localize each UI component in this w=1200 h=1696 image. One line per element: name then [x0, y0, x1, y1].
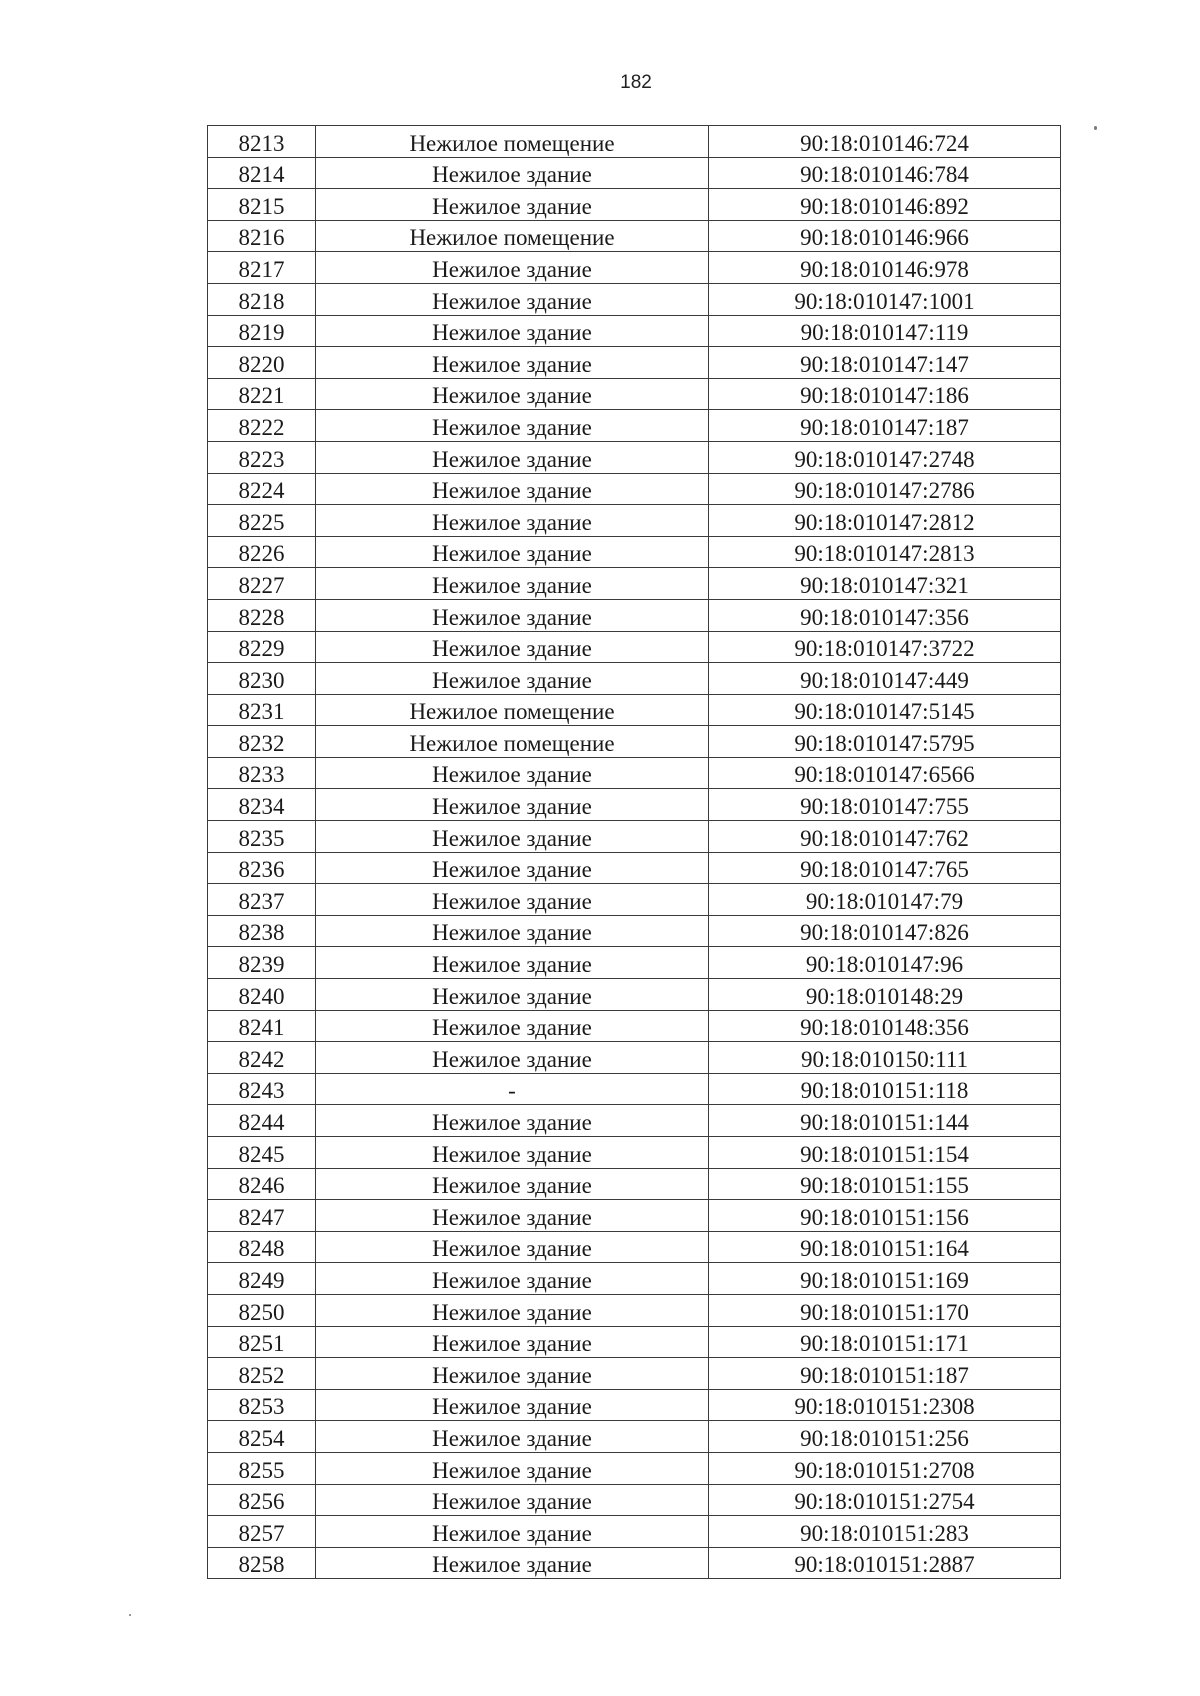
row-number-cell: 8223	[208, 441, 316, 473]
row-number-cell: 8228	[208, 599, 316, 631]
cadastral-number-cell: 90:18:010148:29	[709, 979, 1061, 1011]
row-number-cell: 8220	[208, 347, 316, 379]
scan-speck	[129, 1614, 131, 1616]
table-row	[208, 663, 1061, 695]
object-type-cell: Нежилое здание	[316, 947, 709, 979]
table-row	[208, 1358, 1061, 1390]
cadastral-number-cell: 90:18:010151:2754	[709, 1484, 1061, 1516]
row-number-cell: 8252	[208, 1358, 316, 1390]
table-row	[208, 1326, 1061, 1358]
object-type-cell: Нежилое здание	[316, 252, 709, 284]
cadastral-number-cell: 90:18:010146:966	[709, 220, 1061, 252]
table-row	[208, 789, 1061, 821]
cadastral-number-cell: 90:18:010147:187	[709, 410, 1061, 442]
cadastral-number-cell: 90:18:010151:256	[709, 1421, 1061, 1453]
row-number-cell: 8226	[208, 536, 316, 568]
row-number-cell: 8234	[208, 789, 316, 821]
object-type-cell: Нежилое здание	[316, 821, 709, 853]
object-type-cell: Нежилое здание	[316, 1516, 709, 1548]
table-row	[208, 852, 1061, 884]
cadastral-number-cell: 90:18:010151:283	[709, 1516, 1061, 1548]
cadastral-number-cell: 90:18:010147:765	[709, 852, 1061, 884]
cadastral-number-cell: 90:18:010147:2786	[709, 473, 1061, 505]
cadastral-number-cell: 90:18:010147:119	[709, 315, 1061, 347]
object-type-cell: Нежилое здание	[316, 1358, 709, 1390]
row-number-cell: 8243	[208, 1073, 316, 1105]
cadastral-number-cell: 90:18:010147:2812	[709, 505, 1061, 537]
object-type-cell: Нежилое здание	[316, 979, 709, 1011]
table-row	[208, 220, 1061, 252]
table-row	[208, 157, 1061, 189]
object-type-cell: Нежилое здание	[316, 884, 709, 916]
row-number-cell: 8253	[208, 1389, 316, 1421]
object-type-cell: Нежилое здание	[316, 1421, 709, 1453]
row-number-cell: 8239	[208, 947, 316, 979]
object-type-cell: Нежилое здание	[316, 410, 709, 442]
cadastral-number-cell: 90:18:010151:144	[709, 1105, 1061, 1137]
table-row	[208, 568, 1061, 600]
table-row	[208, 947, 1061, 979]
object-type-cell: Нежилое здание	[316, 505, 709, 537]
row-number-cell: 8214	[208, 157, 316, 189]
table-row	[208, 315, 1061, 347]
object-type-cell: Нежилое здание	[316, 757, 709, 789]
object-type-cell: Нежилое здание	[316, 157, 709, 189]
row-number-cell: 8245	[208, 1137, 316, 1169]
object-type-cell: Нежилое здание	[316, 789, 709, 821]
cadastral-number-cell: 90:18:010147:2813	[709, 536, 1061, 568]
object-type-cell: Нежилое здание	[316, 1547, 709, 1579]
table-row	[208, 631, 1061, 663]
row-number-cell: 8241	[208, 1010, 316, 1042]
cadastral-number-cell: 90:18:010151:169	[709, 1263, 1061, 1295]
object-type-cell: Нежилое здание	[316, 1294, 709, 1326]
object-type-cell: Нежилое здание	[316, 631, 709, 663]
cadastral-number-cell: 90:18:010151:171	[709, 1326, 1061, 1358]
object-type-cell: Нежилое здание	[316, 1168, 709, 1200]
table-row	[208, 979, 1061, 1011]
object-type-cell: Нежилое здание	[316, 1389, 709, 1421]
row-number-cell: 8215	[208, 189, 316, 221]
row-number-cell: 8255	[208, 1452, 316, 1484]
object-type-cell: Нежилое здание	[316, 1452, 709, 1484]
table-row	[208, 1231, 1061, 1263]
cadastral-number-cell: 90:18:010146:724	[709, 126, 1061, 158]
cadastral-number-cell: 90:18:010151:170	[709, 1294, 1061, 1326]
table-row	[208, 884, 1061, 916]
row-number-cell: 8213	[208, 126, 316, 158]
row-number-cell: 8242	[208, 1042, 316, 1074]
object-type-cell: Нежилое здание	[316, 441, 709, 473]
row-number-cell: 8231	[208, 694, 316, 726]
object-type-cell: -	[316, 1073, 709, 1105]
object-type-cell: Нежилое здание	[316, 1137, 709, 1169]
row-number-cell: 8235	[208, 821, 316, 853]
object-type-cell: Нежилое здание	[316, 915, 709, 947]
table-row	[208, 694, 1061, 726]
table-row	[208, 473, 1061, 505]
table-row	[208, 1421, 1061, 1453]
row-number-cell: 8238	[208, 915, 316, 947]
table-row	[208, 821, 1061, 853]
row-number-cell: 8224	[208, 473, 316, 505]
table-row	[208, 757, 1061, 789]
row-number-cell: 8232	[208, 726, 316, 758]
cadastral-number-cell: 90:18:010147:5795	[709, 726, 1061, 758]
cadastral-number-cell: 90:18:010147:762	[709, 821, 1061, 853]
cadastral-number-cell: 90:18:010151:2708	[709, 1452, 1061, 1484]
row-number-cell: 8251	[208, 1326, 316, 1358]
cadastral-number-cell: 90:18:010147:449	[709, 663, 1061, 695]
row-number-cell: 8240	[208, 979, 316, 1011]
cadastral-number-cell: 90:18:010147:5145	[709, 694, 1061, 726]
row-number-cell: 8230	[208, 663, 316, 695]
page-number: 182	[620, 72, 652, 93]
table-row	[208, 1547, 1061, 1579]
object-type-cell: Нежилое здание	[316, 1010, 709, 1042]
cadastral-number-cell: 90:18:010151:118	[709, 1073, 1061, 1105]
property-table	[207, 125, 1061, 1579]
row-number-cell: 8244	[208, 1105, 316, 1137]
table-row	[208, 1010, 1061, 1042]
object-type-cell: Нежилое здание	[316, 1326, 709, 1358]
cadastral-number-cell: 90:18:010147:755	[709, 789, 1061, 821]
table-row	[208, 1200, 1061, 1232]
object-type-cell: Нежилое здание	[316, 378, 709, 410]
table-row	[208, 189, 1061, 221]
object-type-cell: Нежилое здание	[316, 347, 709, 379]
table-row	[208, 1105, 1061, 1137]
cadastral-number-cell: 90:18:010147:321	[709, 568, 1061, 600]
table-row	[208, 1452, 1061, 1484]
object-type-cell: Нежилое помещение	[316, 220, 709, 252]
cadastral-number-cell: 90:18:010147:186	[709, 378, 1061, 410]
table-row	[208, 347, 1061, 379]
cadastral-number-cell: 90:18:010151:2308	[709, 1389, 1061, 1421]
row-number-cell: 8225	[208, 505, 316, 537]
table-row	[208, 726, 1061, 758]
row-number-cell: 8237	[208, 884, 316, 916]
table-row	[208, 1168, 1061, 1200]
object-type-cell: Нежилое здание	[316, 568, 709, 600]
row-number-cell: 8250	[208, 1294, 316, 1326]
object-type-cell: Нежилое здание	[316, 1200, 709, 1232]
table-row	[208, 441, 1061, 473]
cadastral-number-cell: 90:18:010147:79	[709, 884, 1061, 916]
table-row	[208, 283, 1061, 315]
row-number-cell: 8218	[208, 283, 316, 315]
row-number-cell: 8248	[208, 1231, 316, 1263]
row-number-cell: 8249	[208, 1263, 316, 1295]
object-type-cell: Нежилое помещение	[316, 694, 709, 726]
object-type-cell: Нежилое помещение	[316, 126, 709, 158]
property-table-body	[208, 126, 1061, 1579]
cadastral-number-cell: 90:18:010147:2748	[709, 441, 1061, 473]
table-row	[208, 505, 1061, 537]
table-row	[208, 126, 1061, 158]
row-number-cell: 8247	[208, 1200, 316, 1232]
scan-speck	[1094, 126, 1097, 130]
object-type-cell: Нежилое здание	[316, 599, 709, 631]
row-number-cell: 8217	[208, 252, 316, 284]
table-row	[208, 1073, 1061, 1105]
row-number-cell: 8254	[208, 1421, 316, 1453]
cadastral-number-cell: 90:18:010151:164	[709, 1231, 1061, 1263]
row-number-cell: 8236	[208, 852, 316, 884]
object-type-cell: Нежилое здание	[316, 1042, 709, 1074]
cadastral-number-cell: 90:18:010151:156	[709, 1200, 1061, 1232]
cadastral-number-cell: 90:18:010147:826	[709, 915, 1061, 947]
object-type-cell: Нежилое здание	[316, 1231, 709, 1263]
table-row	[208, 378, 1061, 410]
cadastral-number-cell: 90:18:010146:978	[709, 252, 1061, 284]
table-row	[208, 1484, 1061, 1516]
object-type-cell: Нежилое здание	[316, 473, 709, 505]
cadastral-number-cell: 90:18:010146:784	[709, 157, 1061, 189]
cadastral-number-cell: 90:18:010151:2887	[709, 1547, 1061, 1579]
object-type-cell: Нежилое здание	[316, 663, 709, 695]
cadastral-number-cell: 90:18:010147:1001	[709, 283, 1061, 315]
row-number-cell: 8258	[208, 1547, 316, 1579]
row-number-cell: 8256	[208, 1484, 316, 1516]
cadastral-number-cell: 90:18:010151:155	[709, 1168, 1061, 1200]
object-type-cell: Нежилое здание	[316, 315, 709, 347]
table-row	[208, 1294, 1061, 1326]
object-type-cell: Нежилое здание	[316, 536, 709, 568]
table-row	[208, 410, 1061, 442]
row-number-cell: 8246	[208, 1168, 316, 1200]
table-row	[208, 915, 1061, 947]
cadastral-number-cell: 90:18:010148:356	[709, 1010, 1061, 1042]
row-number-cell: 8221	[208, 378, 316, 410]
row-number-cell: 8257	[208, 1516, 316, 1548]
cadastral-number-cell: 90:18:010150:111	[709, 1042, 1061, 1074]
table-row	[208, 599, 1061, 631]
object-type-cell: Нежилое здание	[316, 1105, 709, 1137]
cadastral-number-cell: 90:18:010147:6566	[709, 757, 1061, 789]
cadastral-number-cell: 90:18:010146:892	[709, 189, 1061, 221]
table-row	[208, 1137, 1061, 1169]
row-number-cell: 8227	[208, 568, 316, 600]
table-row	[208, 536, 1061, 568]
table-row	[208, 1516, 1061, 1548]
cadastral-number-cell: 90:18:010147:356	[709, 599, 1061, 631]
table-row	[208, 1042, 1061, 1074]
cadastral-number-cell: 90:18:010147:147	[709, 347, 1061, 379]
table-row	[208, 1263, 1061, 1295]
row-number-cell: 8229	[208, 631, 316, 663]
object-type-cell: Нежилое помещение	[316, 726, 709, 758]
row-number-cell: 8219	[208, 315, 316, 347]
cadastral-number-cell: 90:18:010147:3722	[709, 631, 1061, 663]
object-type-cell: Нежилое здание	[316, 1484, 709, 1516]
object-type-cell: Нежилое здание	[316, 852, 709, 884]
row-number-cell: 8216	[208, 220, 316, 252]
table-row	[208, 252, 1061, 284]
row-number-cell: 8222	[208, 410, 316, 442]
cadastral-number-cell: 90:18:010147:96	[709, 947, 1061, 979]
row-number-cell: 8233	[208, 757, 316, 789]
object-type-cell: Нежилое здание	[316, 1263, 709, 1295]
cadastral-number-cell: 90:18:010151:154	[709, 1137, 1061, 1169]
object-type-cell: Нежилое здание	[316, 189, 709, 221]
object-type-cell: Нежилое здание	[316, 283, 709, 315]
cadastral-number-cell: 90:18:010151:187	[709, 1358, 1061, 1390]
table-row	[208, 1389, 1061, 1421]
